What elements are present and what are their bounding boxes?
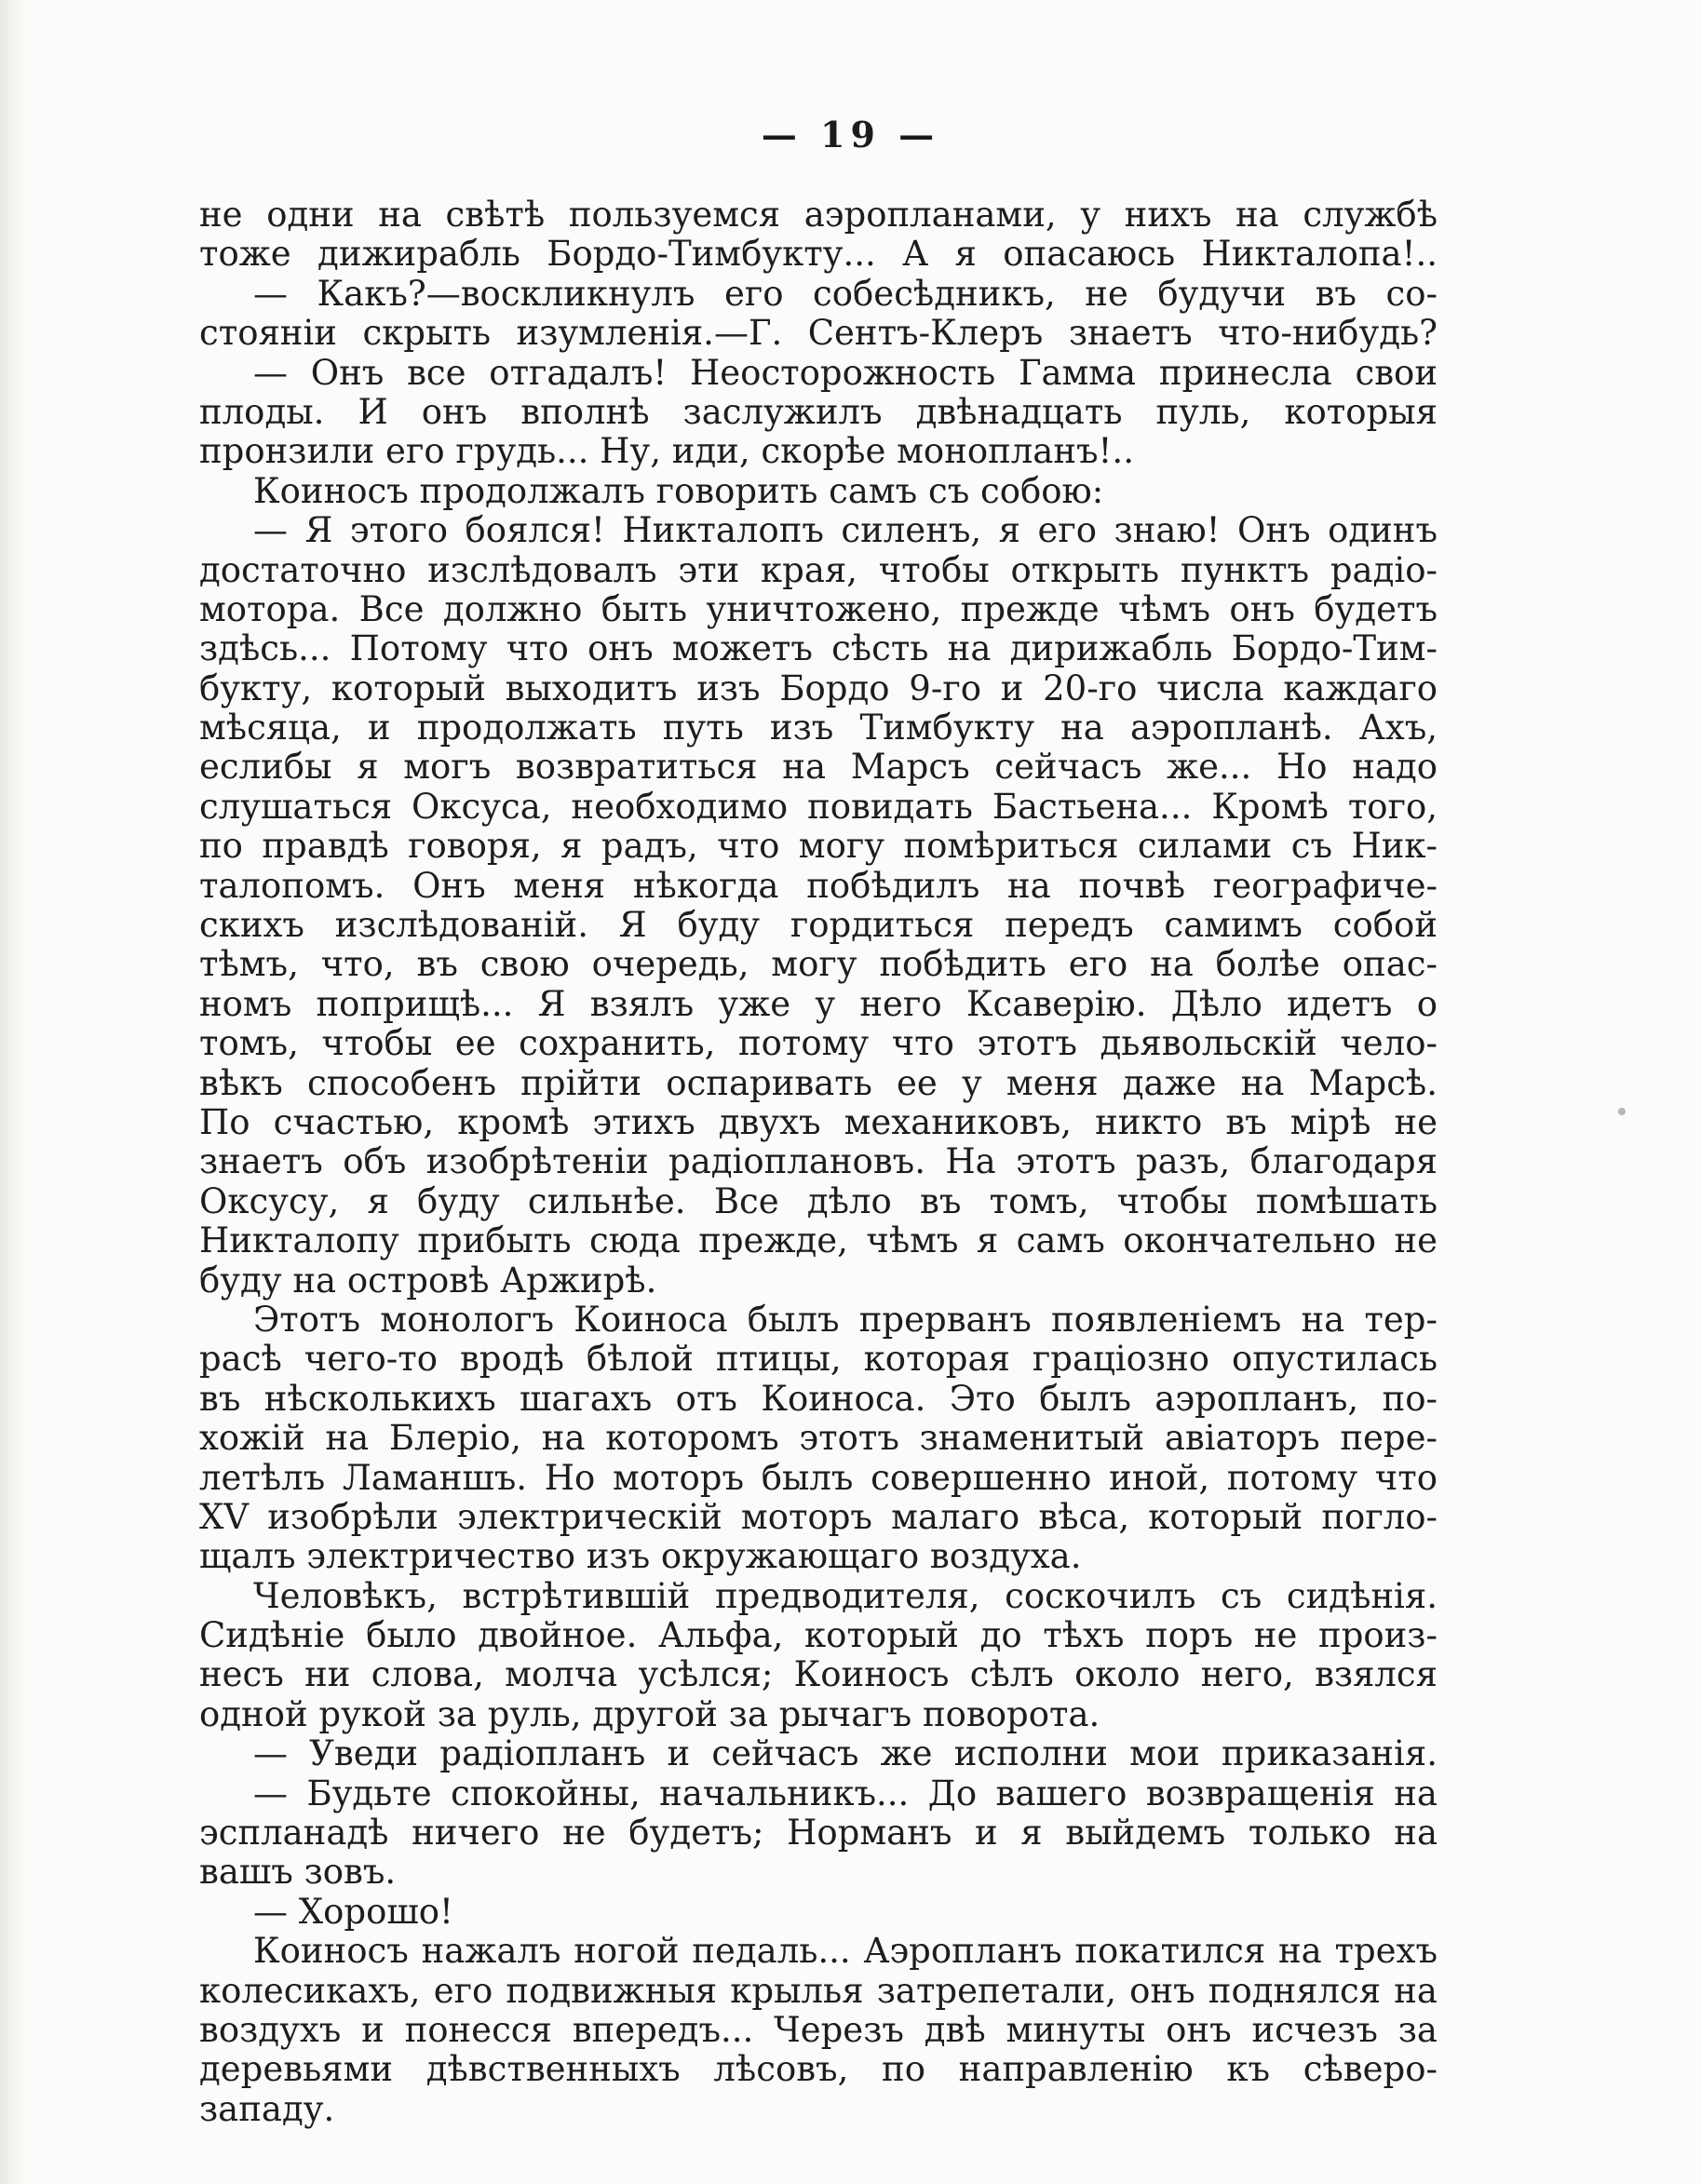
text-line: Коиносъ продолжалъ говорить самъ съ собою:: [253, 470, 1104, 511]
text-line: эспланадѣ ничего не будетъ; Норманъ и я выйдемъ только на: [199, 1813, 1438, 1854]
text-line: несъ ни слова, молча усѣлся; Коиносъ сѣлъ около него, взялся: [199, 1654, 1438, 1695]
text-line: талопомъ. Онъ меня нѣкогда побѣдилъ на почвѣ географиче-: [199, 865, 1438, 906]
text-line: Никталопу прибыть сюда прежде, чѣмъ я самъ окончательно не: [199, 1220, 1438, 1261]
scan-shadow-edge: [0, 0, 24, 2184]
text-line: По счастью, кромѣ этихъ двухъ механиковъ, никто въ мірѣ не: [199, 1101, 1438, 1142]
text-line: хожій на Блеріо, на которомъ этотъ знаменитый авіаторъ пере-: [199, 1418, 1438, 1459]
text-line: тѣмъ, что, въ свою очередь, могу побѣдить его на болѣе опас-: [199, 944, 1438, 985]
text-line: мотора. Все должно быть уничтожено, прежде чѣмъ онъ будетъ: [199, 588, 1438, 629]
text-line: расѣ чего-то вродѣ бѣлой птицы, которая граціозно опустилась: [199, 1339, 1438, 1380]
page-number: — 19 —: [761, 114, 940, 155]
text-line: плоды. И онъ вполнѣ заслужилъ двѣнадцать пуль, которыя: [199, 391, 1438, 432]
text-line: въ нѣсколькихъ шагахъ отъ Коиноса. Это былъ аэропланъ, по-: [199, 1378, 1438, 1419]
text-line: — Уведи радіопланъ и сейчасъ же исполни мои приказанія.: [253, 1733, 1438, 1774]
text-line: пронзили его грудь... Ну, иди, скорѣе монопланъ!..: [199, 431, 1134, 472]
text-line: стояніи скрыть изумленія.—Г. Сентъ-Клеръ знаетъ что-нибудь?: [199, 313, 1438, 354]
text-line: здѣсь... Потому что онъ можетъ сѣсть на дирижабль Бордо-Тим-: [199, 628, 1438, 669]
text-line: щалъ электричество изъ окружающаго воздуха.: [199, 1536, 1082, 1577]
text-line: мѣсяца, и продолжать путь изъ Тимбукту на аэропланѣ. Ахъ,: [199, 708, 1438, 748]
text-line: XV изобрѣли электрическій моторъ малаго вѣса, который погло-: [199, 1496, 1438, 1537]
text-line: деревьями дѣвственныхъ лѣсовъ, по направленію къ сѣверо-: [199, 2049, 1438, 2090]
text-line: знаетъ объ изобрѣтеніи радіоплановъ. На этотъ разъ, благодаря: [199, 1141, 1438, 1182]
text-line: букту, который выходитъ изъ Бордо 9-го и 20-го числа каждаго: [199, 667, 1438, 708]
body-text: [199, 195, 1438, 2129]
text-line: — Я этого боялся! Никталопъ силенъ, я его знаю! Онъ одинъ: [253, 510, 1438, 551]
text-line: номъ поприщѣ... Я взялъ уже у него Ксаверію. Дѣло идетъ о: [199, 983, 1438, 1024]
text-line: томъ, чтобы ее сохранить, потому что этотъ дьявольскій чело-: [199, 1023, 1438, 1064]
text-line: вашъ зовъ.: [199, 1852, 397, 1893]
text-line: западу.: [199, 2088, 335, 2129]
text-line: Коиносъ нажалъ ногой педаль... Аэропланъ покатился на трехъ: [253, 1931, 1438, 1972]
text-line: еслибы я могъ возвратиться на Марсъ сейчасъ же... Но надо: [199, 747, 1438, 788]
text-line: буду на островѣ Аржирѣ.: [199, 1260, 657, 1301]
text-line: достаточно изслѣдовалъ эти края, чтобы открыть пунктъ радіо-: [199, 549, 1438, 590]
text-line: — Хорошо!: [253, 1891, 453, 1932]
text-line: — Онъ все отгадалъ! Неосторожность Гамма принесла свои: [253, 352, 1438, 393]
text-line: скихъ изслѣдованій. Я буду гордиться передъ самимъ собой: [199, 905, 1438, 946]
text-line: не одни на свѣтѣ пользуемся аэропланами, у нихъ на службѣ: [199, 195, 1438, 235]
text-line: летѣлъ Ламаншъ. Но моторъ былъ совершенно иной, потому что: [199, 1457, 1438, 1498]
text-line: воздухъ и понесся впередъ... Черезъ двѣ минуты онъ исчезъ за: [199, 2009, 1438, 2050]
text-line: слушаться Оксуса, необходимо повидать Бастьена... Кромѣ того,: [199, 786, 1438, 827]
text-line: Человѣкъ, встрѣтившій предводителя, соскочилъ съ сидѣнія.: [253, 1575, 1438, 1616]
text-line: одной рукой за руль, другой за рычагъ поворота.: [199, 1693, 1100, 1734]
text-line: Сидѣніе было двойное. Альфа, который до тѣхъ поръ не произ-: [199, 1615, 1438, 1656]
text-line: колесикахъ, его подвижныя крылья затрепетали, онъ поднялся на: [199, 1970, 1438, 2011]
text-line: тоже дижирабль Бордо-Тимбукту... А я опасаюсь Никталопа!..: [199, 234, 1438, 275]
text-line: вѣкъ способенъ прійти оспаривать ее у меня даже на Марсѣ.: [199, 1062, 1438, 1103]
scan-speck: [1618, 1108, 1626, 1115]
text-line: Оксусу, я буду сильнѣе. Все дѣло въ томъ, чтобы помѣшать: [199, 1180, 1438, 1221]
text-line: — Какъ?—воскликнулъ его собесѣдникъ, не будучи въ со-: [253, 273, 1438, 314]
text-line: по правдѣ говоря, я радъ, что могу помѣриться силами съ Ник-: [199, 826, 1438, 867]
text-line: Этотъ монологъ Коиноса былъ прерванъ появленіемъ на тер-: [253, 1299, 1438, 1340]
text-line: — Будьте спокойны, начальникъ... До вашего возвращенія на: [253, 1773, 1438, 1813]
